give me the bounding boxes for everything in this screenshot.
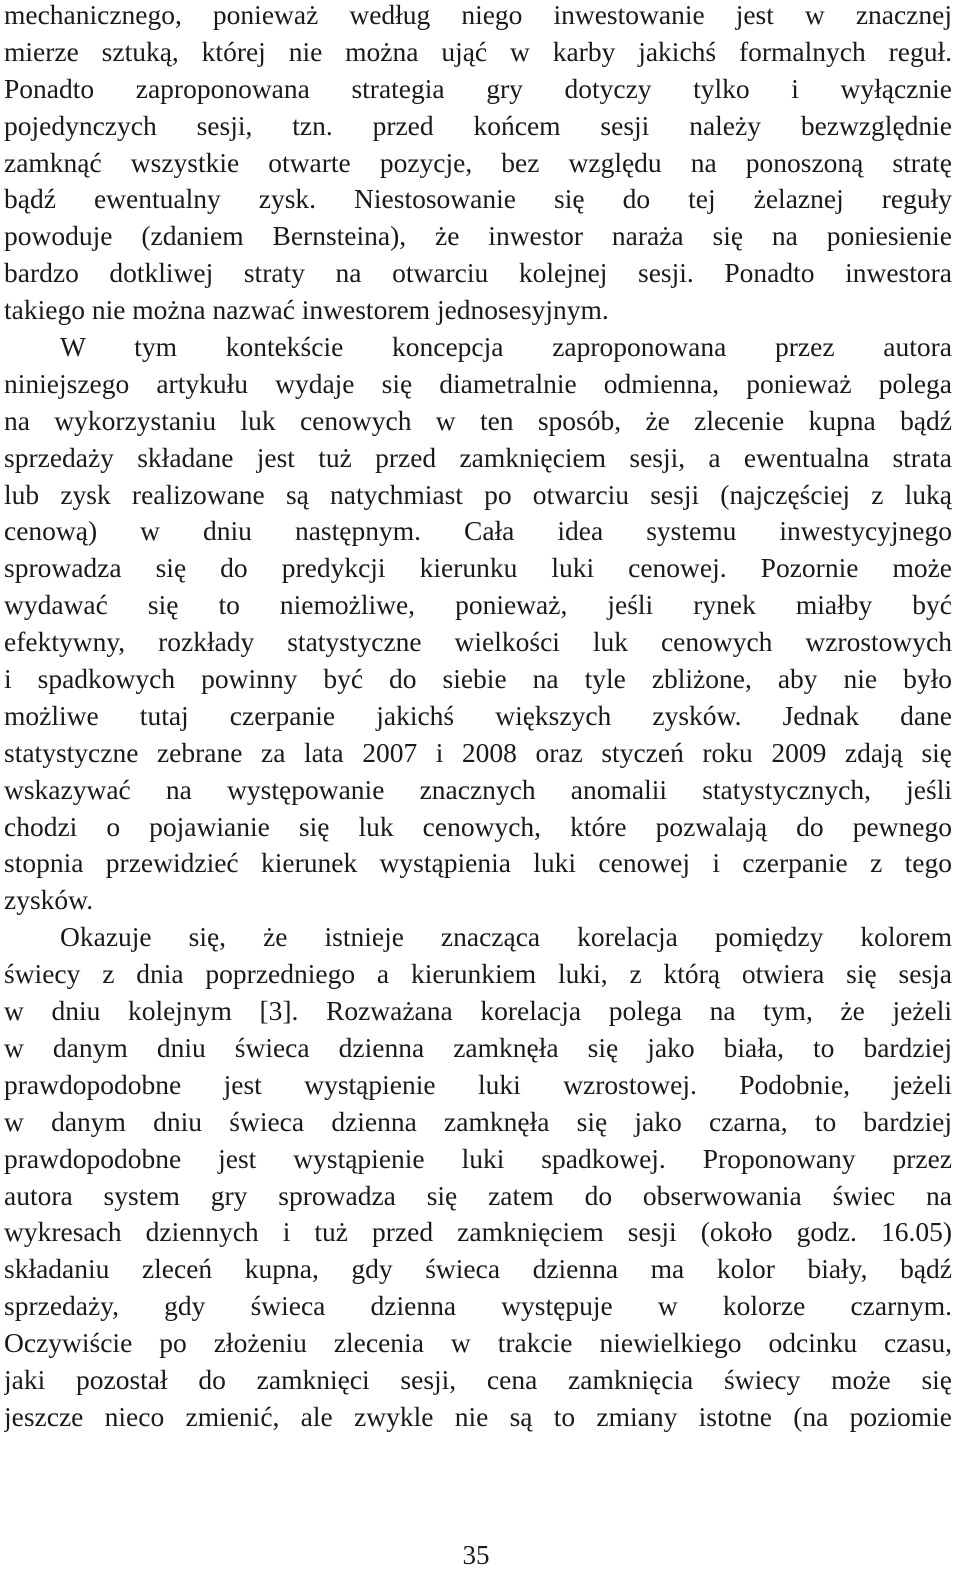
text-line: możliwe tutaj czerpanie jakichś większych zysków. Jednak dane (4, 699, 952, 731)
text-line: powoduje (zdaniem Bernsteina), że inwestor naraża się na poniesienie (4, 220, 952, 252)
text-line: prawdopodobne jest wystąpienie luki spadkowej. Proponowany przez (4, 1142, 952, 1174)
text-line: wskazywać na występowanie znacznych anomalii statystycznych, jeśli (4, 773, 952, 805)
text-line: Ponadto zaproponowana strategia gry dotyczy tylko i wyłącznie (4, 72, 952, 104)
text-line: wydawać się to niemożliwe, ponieważ, jeśli rynek miałby być (4, 589, 952, 621)
page-number: 35 (462, 1540, 490, 1570)
text-line: sprowadza się do predykcji kierunku luki cenowej. Pozornie może (4, 552, 952, 584)
text-line: na wykorzystaniu luk cenowych w ten sposób, że zlecenie kupna bądź (4, 404, 952, 436)
text-line: w danym dniu świeca dzienna zamknęła się jako biała, to bardziej (4, 1031, 952, 1063)
text-line: jaki pozostał do zamknięci sesji, cena zamknięcia świecy może się (4, 1363, 952, 1395)
text-line: jeszcze nieco zmienić, ale zwykle nie są to zmiany istotne (na poziomie (4, 1400, 952, 1432)
text-line: świecy z dnia poprzedniego a kierunkiem luki, z którą otwiera się sesja (4, 958, 952, 990)
text-line: cenową) w dniu następnym. Cała idea systemu inwestycyjnego (4, 515, 952, 547)
text-line: składaniu zleceń kupna, gdy świeca dzienna ma kolor biały, bądź (4, 1253, 952, 1285)
text-line: Oczywiście po złożeniu zlecenia w trakcie niewielkiego odcinku czasu, (4, 1327, 952, 1359)
text-line: wykresach dziennych i tuż przed zamknięciem sesji (około godz. 16.05) (4, 1216, 952, 1248)
text-line: i spadkowych powinny być do siebie na tyle zbliżone, aby nie było (4, 663, 952, 695)
text-line: pojedynczych sesji, tzn. przed końcem sesji należy bezwzględnie (4, 109, 952, 141)
text-line: Okazuje się, że istnieje znacząca korelacja pomiędzy kolorem (60, 921, 952, 953)
paragraph (4, 0, 952, 329)
body-text (4, 0, 952, 1436)
text-line: statystyczne zebrane za lata 2007 i 2008 oraz styczeń roku 2009 zdają się (4, 736, 952, 768)
text-line: autora system gry sprowadza się zatem do obserwowania świec na (4, 1179, 952, 1211)
text-line: chodzi o pojawianie się luk cenowych, które pozwalają do pewnego (4, 810, 952, 842)
text-line: takiego nie można nazwać inwestorem jednosesyjnym. (4, 294, 609, 326)
text-line: zamknąć wszystkie otwarte pozycje, bez względu na ponoszoną stratę (4, 146, 952, 178)
paragraph (4, 919, 952, 1435)
text-line: niniejszego artykułu wydaje się diametralnie odmienna, ponieważ polega (4, 367, 952, 399)
paragraph (4, 329, 952, 919)
text-line: w dniu kolejnym [3]. Rozważana korelacja polega na tym, że jeżeli (4, 995, 952, 1027)
text-line: sprzedaży, gdy świeca dzienna występuje w kolorze czarnym. (4, 1290, 952, 1322)
text-line: w danym dniu świeca dzienna zamknęła się jako czarna, to bardziej (4, 1105, 952, 1137)
text-line: mechanicznego, ponieważ według niego inwestowanie jest w znacznej (4, 0, 952, 30)
text-line: W tym kontekście koncepcja zaproponowana przez autora (60, 331, 952, 363)
text-line: lub zysk realizowane są natychmiast po otwarciu sesji (najczęściej z luką (4, 478, 952, 510)
text-line: bądź ewentualny zysk. Niestosowanie się do tej żelaznej reguły (4, 183, 952, 215)
text-line: sprzedaży składane jest tuż przed zamknięciem sesji, a ewentualna strata (4, 441, 952, 473)
text-line: prawdopodobne jest wystąpienie luki wzrostowej. Podobnie, jeżeli (4, 1068, 952, 1100)
text-line: bardzo dotkliwej straty na otwarciu kolejnej sesji. Ponadto inwestora (4, 257, 952, 289)
text-line: stopnia przewidzieć kierunek wystąpienia luki cenowej i czerpanie z tego (4, 847, 952, 879)
text-line: efektywny, rozkłady statystyczne wielkości luk cenowych wzrostowych (4, 626, 952, 658)
text-line: mierze sztuką, której nie można ująć w karby jakichś formalnych reguł. (4, 35, 952, 67)
text-line: zysków. (4, 884, 94, 916)
